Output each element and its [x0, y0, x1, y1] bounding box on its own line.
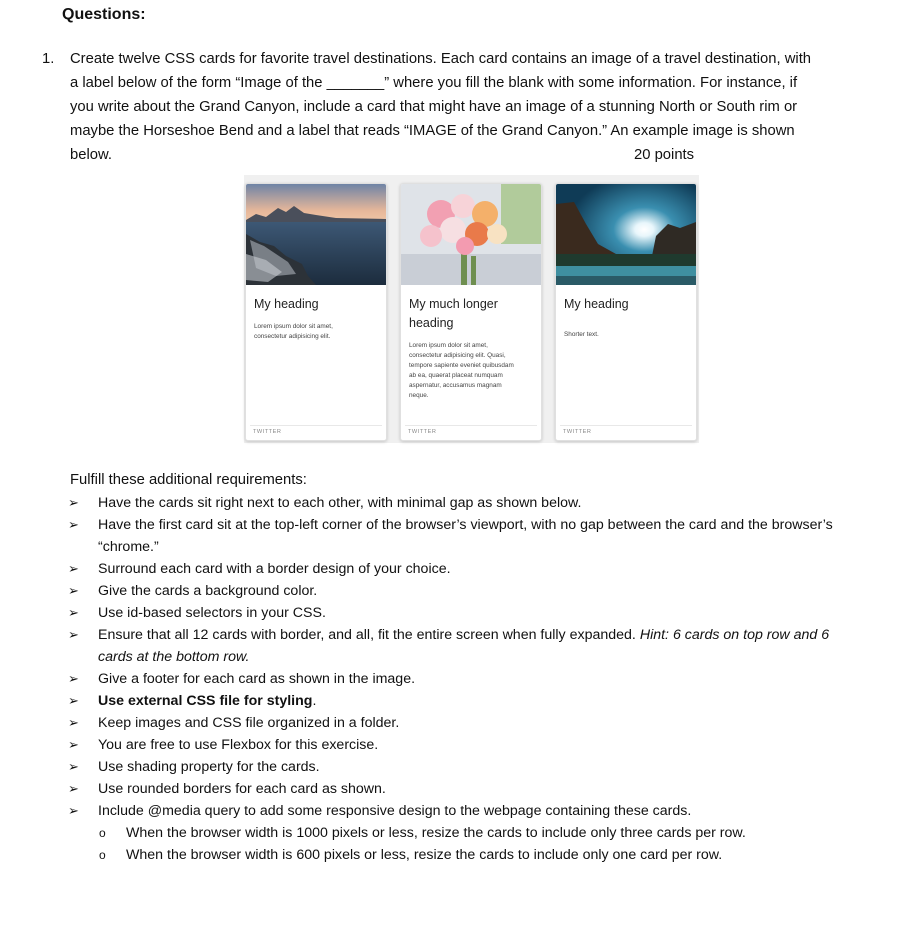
- requirement-3: Surround each card with a border design of your choice.: [98, 561, 451, 577]
- requirement-12: Use rounded borders for each card as shown.: [98, 781, 386, 797]
- requirements-intro: Fulfill these additional requirements:: [70, 472, 307, 488]
- arrow-bullet-icon: ➢: [68, 605, 79, 620]
- landscape-coast-photo: [246, 184, 386, 285]
- arrow-bullet-icon: ➢: [68, 737, 79, 752]
- sub-requirement-2: When the browser width is 600 pixels or less, resize the cards to include only one card per row.: [126, 847, 723, 863]
- arrow-bullet-icon: ➢: [68, 803, 79, 818]
- requirement-11: Use shading property for the cards.: [98, 759, 320, 775]
- arrow-bullet-icon: ➢: [68, 781, 79, 796]
- requirement-6-text: Ensure that all 12 cards with border, and all, fit the entire screen when fully expanded.: [98, 627, 636, 643]
- example-card-1: [245, 183, 387, 441]
- arrow-bullet-icon: ➢: [68, 693, 79, 708]
- requirement-8-text: Use external CSS file for styling: [98, 693, 313, 709]
- requirement-1: Have the cards sit right next to each other, with minimal gap as shown below.: [98, 495, 582, 511]
- card-footer: TWITTER: [560, 425, 692, 435]
- question-line-3: you write about the Grand Canyon, include a card that might have an image of a stunning North or South rim or: [70, 99, 798, 115]
- requirement-9: Keep images and CSS file organized in a folder.: [98, 715, 400, 731]
- card-footer: TWITTER: [405, 425, 537, 435]
- sub-bullet-icon: o: [99, 848, 106, 862]
- question-line-2: a label below of the form “Image of the _______” where you fill the blank with some information. For instance, if: [70, 75, 798, 91]
- requirement-5: Use id-based selectors in your CSS.: [98, 605, 326, 621]
- arrow-bullet-icon: ➢: [68, 671, 79, 686]
- requirement-2-line-2: “chrome.”: [98, 539, 159, 555]
- card-heading-line: My much longer: [409, 297, 498, 311]
- card-text-line: ab ea, quaerat placeat numquam: [409, 372, 503, 379]
- requirement-10: You are free to use Flexbox for this exercise.: [98, 737, 379, 753]
- requirement-13: Include @media query to add some responsive design to the webpage containing these cards.: [98, 803, 692, 819]
- question-number: 1.: [42, 51, 55, 67]
- requirement-6-line-2: cards at the bottom row.: [98, 649, 250, 665]
- card-heading-line: heading: [409, 316, 454, 330]
- example-cards-image: [244, 175, 699, 443]
- points-label: 20 points: [634, 147, 695, 163]
- sub-bullet-icon: o: [99, 826, 106, 840]
- requirement-6-line-1: [98, 627, 829, 643]
- questions-title: Questions:: [62, 6, 146, 23]
- card-text-line: consectetur adipisicing elit.: [254, 333, 331, 340]
- card-text-line: consectetur adipisicing elit. Quasi,: [409, 352, 506, 359]
- arrow-bullet-icon: ➢: [68, 715, 79, 730]
- arrow-bullet-icon: ➢: [68, 627, 79, 642]
- card-heading: My heading: [564, 297, 629, 311]
- arrow-bullet-icon: ➢: [68, 495, 79, 510]
- card-text-line: neque.: [409, 392, 429, 399]
- arrow-bullet-icon: ➢: [68, 759, 79, 774]
- card-text-line: Shorter text.: [564, 331, 599, 338]
- card-text-line: Lorem ipsum dolor sit amet,: [254, 323, 333, 330]
- card-footer: TWITTER: [250, 425, 382, 435]
- card-heading: My heading: [254, 297, 319, 311]
- requirement-4: Give the cards a background color.: [98, 583, 318, 599]
- question-line-4: maybe the Horseshoe Bend and a label that reads “IMAGE of the Grand Canyon.” An example image is shown: [70, 123, 795, 139]
- mountain-valley-photo: [556, 184, 696, 285]
- requirement-8-period: .: [312, 693, 317, 709]
- requirement-6-hint: Hint: 6 cards on top row and 6: [639, 627, 830, 643]
- arrow-bullet-icon: ➢: [68, 517, 79, 532]
- question-line-1: Create twelve CSS cards for favorite travel destinations. Each card contains an image of a travel destination, with: [70, 51, 812, 67]
- card-text-line: tempore sapiente eveniet quibusdam: [409, 362, 514, 369]
- sub-requirement-1: When the browser width is 1000 pixels or less, resize the cards to include only three cards per row.: [126, 825, 746, 841]
- example-card-2: [400, 183, 542, 441]
- card-heading: [409, 295, 533, 333]
- example-card-3: [555, 183, 697, 441]
- arrow-bullet-icon: ➢: [68, 561, 79, 576]
- flower-bouquet-photo: [401, 184, 541, 285]
- requirement-8: [98, 693, 316, 709]
- requirement-7: Give a footer for each card as shown in the image.: [98, 671, 416, 687]
- card-text-line: Lorem ipsum dolor sit amet,: [409, 342, 488, 349]
- card-text-line: aspernatur, accusamus magnam: [409, 382, 502, 389]
- question-line-5: below.: [70, 147, 112, 163]
- requirement-2-line-1: Have the first card sit at the top-left corner of the browser’s viewport, with no gap between the card and the browser’s: [98, 517, 833, 533]
- arrow-bullet-icon: ➢: [68, 583, 79, 598]
